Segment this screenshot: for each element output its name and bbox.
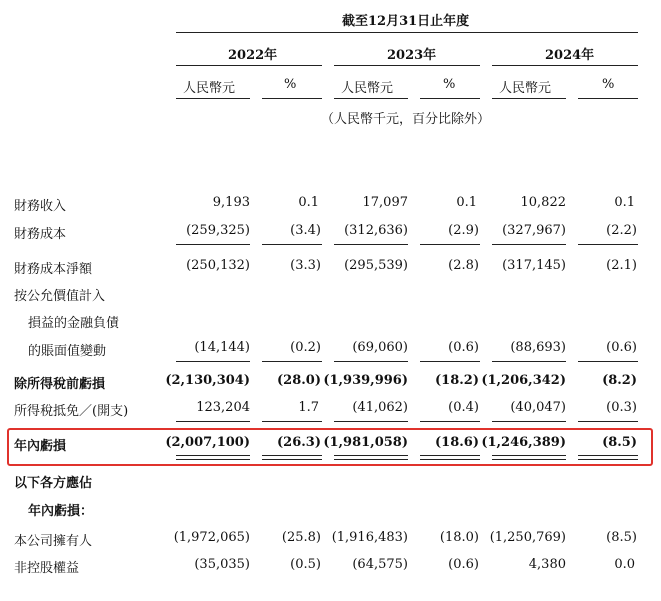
row-label: 年內虧損： [28,504,94,519]
table-cell: (312,636) [344,223,408,238]
table-cell: (18.0) [439,530,479,545]
table-cell: 0.1 [456,195,477,210]
currency-2023: 人民幣元 [341,81,394,96]
row-label: 的賬面值變動 [28,344,107,359]
row-label: 除所得稅前虧損 [14,377,106,392]
table-cell: 123,204 [196,400,250,415]
subtotal-line [262,361,322,362]
sub-underline [492,98,566,99]
subtotal-line [176,421,250,422]
percent-2023: % [443,77,456,92]
table-cell: (69,060) [352,340,408,355]
subtotal-line [176,361,250,362]
table-cell: (1,246,389) [481,435,566,450]
period-underline [176,32,638,33]
sub-underline [262,98,322,99]
table-cell: (3.3) [290,258,321,273]
period-header: 截至12月31日止年度 [342,14,470,29]
subtotal-line [262,421,322,422]
percent-2024: % [602,77,615,92]
table-cell: (1,939,996) [323,373,408,388]
subtotal-line [578,421,638,422]
total-double-line [420,455,480,460]
table-cell: 1.7 [298,400,319,415]
table-cell: 0.1 [614,195,635,210]
year-2022: 2022年 [228,48,278,63]
subtotal-line [334,361,408,362]
subtotal-line [334,244,408,245]
subtotal-line [492,361,566,362]
year-2022-underline [176,65,322,66]
sub-underline [334,98,408,99]
row-label: 所得稅抵免／(開支) [14,404,129,419]
table-cell: (64,575) [352,557,408,572]
table-cell: 0.0 [614,557,635,572]
table-cell: (2.8) [448,258,479,273]
year-2024: 2024年 [545,48,595,63]
row-label: 財務成本淨額 [14,262,93,277]
table-cell: (259,325) [186,223,250,238]
subtotal-line [420,244,480,245]
table-cell: 0.1 [298,195,319,210]
table-cell: (1,206,342) [481,373,566,388]
subtotal-line [578,361,638,362]
table-cell: 4,380 [528,557,566,572]
row-label: 財務成本 [14,227,67,242]
percent-2022: % [284,77,297,92]
table-cell: (35,035) [194,557,250,572]
table-cell: (2,007,100) [165,435,250,450]
table-cell: (1,981,058) [323,435,408,450]
row-label: 年內虧損 [14,439,67,454]
year-2023-underline [334,65,480,66]
table-cell: (2.9) [448,223,479,238]
year-2023: 2023年 [387,48,437,63]
table-cell: (295,539) [344,258,408,273]
table-cell: (18.2) [435,373,479,388]
row-label: 以下各方應佔 [14,476,93,491]
total-double-line [578,455,638,460]
table-cell: (2.1) [606,258,637,273]
table-cell: (327,967) [502,223,566,238]
table-cell: 17,097 [362,195,408,210]
table-cell: (88,693) [510,340,566,355]
table-cell: (40,047) [510,400,566,415]
table-cell: (41,062) [352,400,408,415]
table-cell: (0.5) [290,557,321,572]
subtotal-line [492,421,566,422]
year-2024-underline [492,65,638,66]
table-cell: (317,145) [502,258,566,273]
table-cell: (1,250,769) [489,530,566,545]
row-label: 損益的金融負債 [28,316,120,331]
table-cell: (0.4) [448,400,479,415]
subtotal-line [420,361,480,362]
subtotal-line [334,421,408,422]
table-cell: 9,193 [212,195,250,210]
subtotal-line [578,244,638,245]
total-double-line [334,455,408,460]
table-cell: (2,130,304) [165,373,250,388]
subtotal-line [420,421,480,422]
total-double-line [176,455,250,460]
row-label: 非控股權益 [14,561,80,576]
sub-underline [420,98,480,99]
table-cell: (250,132) [186,258,250,273]
sub-underline [578,98,638,99]
table-cell: (0.2) [290,340,321,355]
table-cell: (0.6) [448,557,479,572]
table-cell: (25.8) [281,530,321,545]
sub-underline [176,98,250,99]
table-cell: (8.5) [602,435,637,450]
row-label: 財務收入 [14,199,67,214]
table-cell: (1,972,065) [173,530,250,545]
subtotal-line [262,244,322,245]
total-double-line [492,455,566,460]
units-note: （人民幣千元，百分比除外） [321,112,491,127]
table-cell: (28.0) [277,373,321,388]
table-cell: (8.5) [606,530,637,545]
table-cell: (0.6) [448,340,479,355]
subtotal-line [492,244,566,245]
table-cell: (3.4) [290,223,321,238]
total-double-line [262,455,322,460]
row-label: 本公司擁有人 [14,534,93,549]
table-cell: (2.2) [606,223,637,238]
table-cell: (8.2) [602,373,637,388]
subtotal-line [176,244,250,245]
currency-2022: 人民幣元 [183,81,236,96]
table-cell: (0.3) [606,400,637,415]
row-label: 按公允價值計入 [14,289,106,304]
currency-2024: 人民幣元 [499,81,552,96]
table-cell: (0.6) [606,340,637,355]
table-cell: (1,916,483) [331,530,408,545]
table-cell: (14,144) [194,340,250,355]
table-cell: 10,822 [520,195,566,210]
table-cell: (18.6) [435,435,479,450]
table-cell: (26.3) [277,435,321,450]
